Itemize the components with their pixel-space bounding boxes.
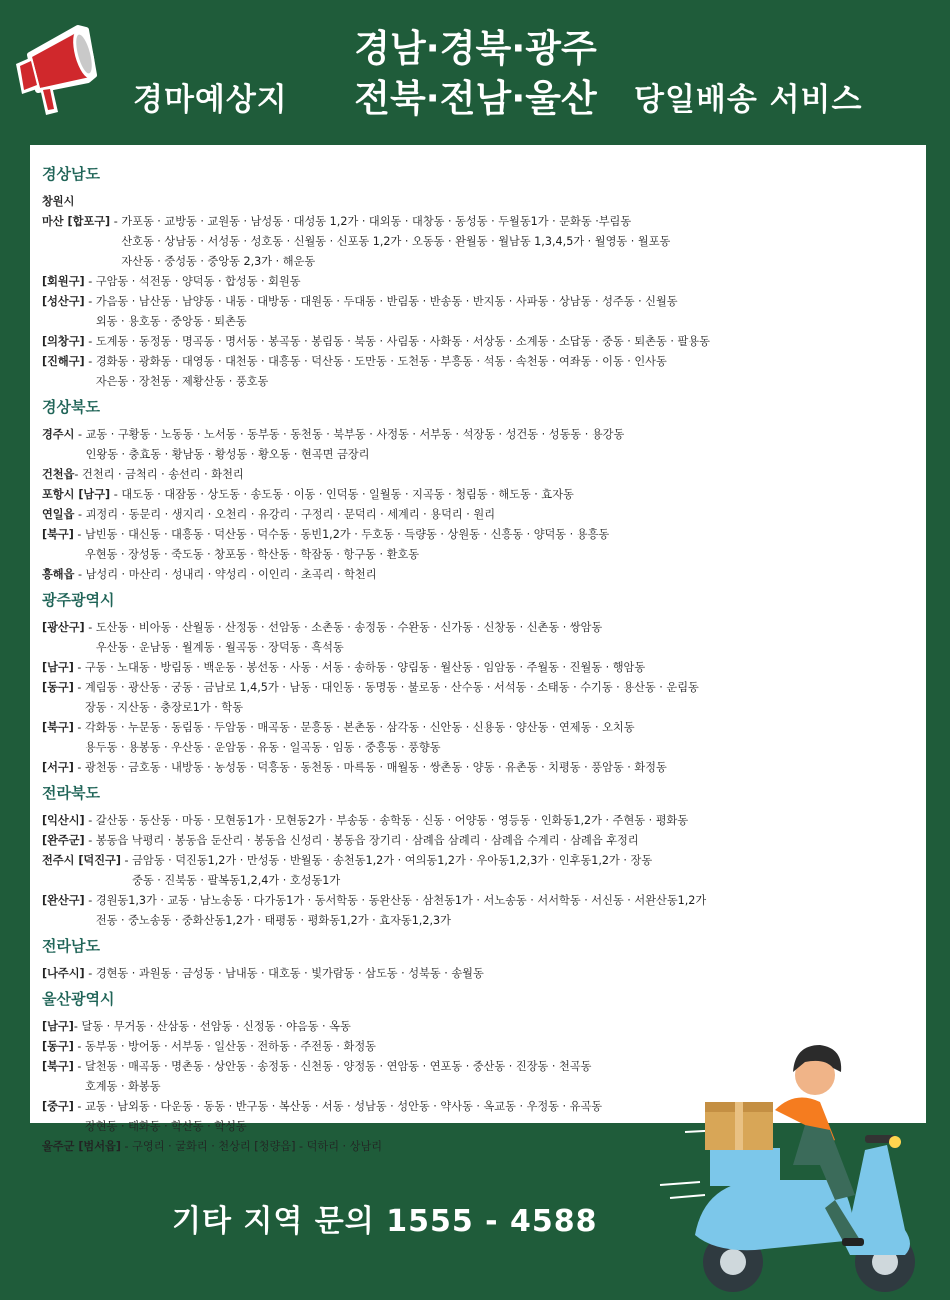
region-title: 광주광역시 [42,591,115,609]
region-title: 울산광역시 [42,990,115,1008]
area-label: 포항시 [남구] [42,488,111,501]
area-list: 달천동 · 매곡동 · 명촌동 · 상안동 · 송정동 · 신천동 · 양정동 · 연암동 · 연포동 · 중산동 · 진장동 · 천곡동 [85,1060,592,1073]
area-row: 마산 [합포구] - 가포동 · 교방동 · 교원동 · 남성동 · 대성동 1,2가 · 대외동 · 대창동 · 동성동 · 두월동1가 · 문화동 ·부림동 산호동 · 상남동 · 서성동 · 성호동 · 신월동 · 신포동 1,2가 · 오동동 · 완월동 · 월남동 1,3,4,5가 · 월영동 · 월포동 자산동 · 중성동 · 중앙동 2,3가 · 해운동 [42,212,914,272]
area-list: 경화동 · 광화동 · 대영동 · 대천동 · 대흥동 · 덕산동 · 도만동 · 도천동 · 부흥동 · 석동 · 속천동 · 여좌동 · 이동 · 인사동 [95,355,667,368]
area-label: [남구] [42,661,74,674]
area-row: 흥해읍 - 남성리 · 마산리 · 성내리 · 약성리 · 이인리 · 초곡리 · 학천리 [42,565,914,585]
delivery-area-panel [30,145,926,1153]
area-list: 인왕동 · 충효동 · 황남동 · 황성동 · 황오동 · 현곡면 금장리 [85,448,370,461]
area-label: [나주시] [42,967,85,980]
area-row: [서구] - 광천동 · 금호동 · 내방동 · 농성동 · 덕흥동 · 동천동 · 마륵동 · 매월동 · 쌍촌동 · 양동 · 유촌동 · 치평동 · 풍암동 · 화정동 [42,758,914,778]
area-list: 전동 · 중노송동 · 중화산동1,2가 · 태평동 · 평화동1,2가 · 효자동1,2,3가 [95,914,451,927]
area-list: 구암동 · 석전동 · 양덕동 · 합성동 · 회원동 [95,275,301,288]
area-row: [북구] - 남빈동 · 대신동 · 대흥동 · 덕산동 · 덕수동 · 동빈1,2가 · 두호동 · 득량동 · 상원동 · 신흥동 · 양덕동 · 용흥동 우현동 · 장성동 · 죽도동 · 창포동 · 학산동 · 학잠동 · 항구동 · 환호동 [42,525,914,565]
area-row: [광산구] - 도산동 · 비아동 · 산월동 · 산정동 · 선암동 · 소촌동 · 송정동 · 수완동 · 신가동 · 신창동 · 신촌동 · 쌍암동 우산동 · 운남동 · 월계동 · 월곡동 · 장덕동 · 흑석동 [42,618,914,658]
area-row: [회원구] - 구암동 · 석전동 · 양덕동 · 합성동 · 회원동 [42,272,914,292]
header-right-title: 당일배송 서비스 [634,82,863,118]
area-list: 달동 · 무거동 · 산삼동 · 선암동 · 신정동 · 야음동 · 옥동 [81,1020,351,1033]
area-label: 전주시 [덕진구] [42,854,121,867]
area-list: 건천리 · 금척리 · 송선리 · 화천리 [82,468,244,481]
header-regions-line2: 전북·전남·울산 [354,77,597,120]
area-list: 교동 · 남외동 · 다운동 · 동동 · 반구동 · 복산동 · 서동 · 성남동 · 성안동 · 약사동 · 옥교동 · 우정동 · 유곡동 [85,1100,603,1113]
area-label: [서구] [42,761,74,774]
area-row: [진해구] - 경화동 · 광화동 · 대영동 · 대천동 · 대흥동 · 덕산동 · 도만동 · 도천동 · 부흥동 · 석동 · 속천동 · 여좌동 · 이동 · 인사동 자은동 · 장천동 · 제황산동 · 풍호동 [42,352,914,392]
area-list: 봉동읍 낙평리 · 봉동읍 둔산리 · 봉동읍 신성리 · 봉동읍 장기리 · 삼례읍 삼례리 · 삼례읍 수계리 · 삼례읍 후정리 [95,834,639,847]
area-list: 교동 · 구황동 · 노동동 · 노서동 · 동부동 · 동천동 · 북부동 · 사정동 · 서부동 · 석장동 · 성건동 · 성동동 · 용강동 [85,428,625,441]
area-row: 전주시 [덕진구] - 금암동 · 덕진동1,2가 · 만성동 · 반월동 · 송천동1,2가 · 여의동1,2가 · 우아동1,2,3가 · 인후동1,2가 · 장동 중동 · 진북동 · 팔복동1,2,4가 · 호성동1가 [42,851,914,891]
area-label: [중구] [42,1100,74,1113]
area-label: [회원구] [42,275,85,288]
area-row: [북구] - 달천동 · 매곡동 · 명촌동 · 상안동 · 송정동 · 신천동 · 양정동 · 연암동 · 연포동 · 중산동 · 진장동 · 천곡동 호계동 · 화봉동 [42,1057,914,1097]
area-list: 금암동 · 덕진동1,2가 · 만성동 · 반월동 · 송천동1,2가 · 여의동1,2가 · 우아동1,2,3가 · 인후동1,2가 · 장동 [132,854,653,867]
area-row: 연일읍 - 괴정리 · 동문리 · 생지리 · 오천리 · 유강리 · 구정리 · 문덕리 · 세계리 · 용덕리 · 원리 [42,505,914,525]
area-list: 중동 · 진북동 · 팔복동1,2,4가 · 호성동1가 [132,874,341,887]
header-regions-line1: 경남·경북·광주 [354,27,597,70]
area-list: 자산동 · 중성동 · 중앙동 2,3가 · 해운동 [121,255,316,268]
area-list: 남빈동 · 대신동 · 대흥동 · 덕산동 · 덕수동 · 동빈1,2가 · 두호동 · 득량동 · 상원동 · 신흥동 · 양덕동 · 용흥동 [85,528,610,541]
area-label: [광산구] [42,621,85,634]
area-label: [동구] [42,681,74,694]
area-row: 건천읍 - 건천리 · 금척리 · 송선리 · 화천리 [42,465,914,485]
area-label: [북구] [42,1060,74,1073]
area-list: 우현동 · 장성동 · 죽도동 · 창포동 · 학산동 · 학잠동 · 항구동 · 환호동 [85,548,420,561]
area-row: [동구] - 계림동 · 광산동 · 궁동 · 금남로 1,4,5가 · 남동 · 대인동 · 동명동 · 불로동 · 산수동 · 서석동 · 소태동 · 수기동 · 용산동 · 운림동 장동 · 지산동 · 충장로1가 · 학동 [42,678,914,718]
area-label: 건천읍 [42,468,75,481]
area-list: 외동 · 용호동 · 중앙동 · 퇴촌동 [95,315,247,328]
area-label: 경주시 [42,428,75,441]
area-list: 호계동 · 화봉동 [85,1080,161,1093]
area-row: [남구] - 달동 · 무거동 · 산삼동 · 선암동 · 신정동 · 야음동 · 옥동 [42,1017,914,1037]
area-list: 구영리 · 굴화리 · 천상리 [청량읍] - 덕하리 · 상남리 [132,1140,383,1153]
area-list: 광천동 · 금호동 · 내방동 · 농성동 · 덕흥동 · 동천동 · 마륵동 · 매월동 · 쌍촌동 · 양동 · 유촌동 · 치평동 · 풍암동 · 화정동 [85,761,667,774]
delivery-scooter-icon [655,1030,950,1300]
region-title: 경상북도 [42,398,100,416]
area-label: [진해구] [42,355,85,368]
area-label: [완주군] [42,834,85,847]
area-list: 장현동 · 태화동 · 학산동 · 학성동 [85,1120,247,1133]
area-row: 울주군 [범서읍] - 구영리 · 굴화리 · 천상리 [청량읍] - 덕하리 · 상남리 [42,1137,914,1157]
area-label: [북구] [42,528,74,541]
area-label: [동구] [42,1040,74,1053]
region-title: 경상남도 [42,165,100,183]
area-list: 자은동 · 장천동 · 제황산동 · 풍호동 [95,375,269,388]
area-row: [익산시] - 갈산동 · 동산동 · 마동 · 모현동1가 · 모현동2가 · 부송동 · 송학동 · 신동 · 어양동 · 영등동 · 인화동1,2가 · 주현동 · 평화동 [42,811,914,831]
area-list: 가포동 · 교방동 · 교원동 · 남성동 · 대성동 1,2가 · 대외동 · 대창동 · 동성동 · 두월동1가 · 문화동 ·부림동 [121,215,632,228]
area-label: [북구] [42,721,74,734]
area-row: [중구] - 교동 · 남외동 · 다운동 · 동동 · 반구동 · 복산동 · 서동 · 성남동 · 성안동 · 약사동 · 옥교동 · 우정동 · 유곡동 장현동 · 태화동 · 학산동 · 학성동 [42,1097,914,1137]
area-list: 장동 · 지산동 · 충장로1가 · 학동 [85,701,244,714]
area-list: 가음동 · 남산동 · 남양동 · 내동 · 대방동 · 대원동 · 두대동 · 반림동 · 반송동 · 반지동 · 사파동 · 상남동 · 성주동 · 신월동 [95,295,678,308]
city-title: 창원시 [42,195,75,208]
area-label: [남구] [42,1020,74,1033]
area-list: 우산동 · 운남동 · 월계동 · 월곡동 · 장덕동 · 흑석동 [95,641,344,654]
area-list: 남성리 · 마산리 · 성내리 · 약성리 · 이인리 · 초곡리 · 학천리 [85,568,377,581]
area-row: [완산구] - 경원동1,3가 · 교동 · 남노송동 · 다가동1가 · 동서학동 · 동완산동 · 삼천동1가 · 서노송동 · 서서학동 · 서신동 · 서완산동1,2가 전동 · 중노송동 · 중화산동1,2가 · 태평동 · 평화동1,2가 · 효자동1,2,3가 [42,891,914,931]
area-label: 마산 [합포구] [42,215,111,228]
area-label: 울주군 [범서읍] [42,1140,121,1153]
area-row: [동구] - 동부동 · 방어동 · 서부동 · 일산동 · 전하동 · 주전동 · 화정동 [42,1037,914,1057]
area-list: 괴정리 · 동문리 · 생지리 · 오천리 · 유강리 · 구정리 · 문덕리 · 세계리 · 용덕리 · 원리 [85,508,496,521]
area-label: [완산구] [42,894,85,907]
area-row: 포항시 [남구] - 대도동 · 대잠동 · 상도동 · 송도동 · 이동 · 인덕동 · 일월동 · 지곡동 · 청림동 · 해도동 · 효자동 [42,485,914,505]
area-label: [익산시] [42,814,85,827]
area-list: 용두동 · 용봉동 · 우산동 · 운암동 · 유동 · 일곡동 · 임동 · 중흥동 · 풍향동 [85,741,441,754]
area-row: [성산구] - 가음동 · 남산동 · 남양동 · 내동 · 대방동 · 대원동 · 두대동 · 반림동 · 반송동 · 반지동 · 사파동 · 상남동 · 성주동 · 신월동 외동 · 용호동 · 중앙동 · 퇴촌동 [42,292,914,332]
area-row: [의창구] - 도계동 · 동정동 · 명곡동 · 명서동 · 봉곡동 · 봉림동 · 북동 · 사림동 · 사화동 · 서상동 · 소계동 · 소답동 · 중동 · 퇴촌동 · 팔용동 [42,332,914,352]
header [0,0,950,140]
area-row: [나주시] - 경현동 · 과원동 · 금성동 · 남내동 · 대호동 · 빛가람동 · 삼도동 · 성북동 · 송월동 [42,964,914,984]
area-row: [완주군] - 봉동읍 낙평리 · 봉동읍 둔산리 · 봉동읍 신성리 · 봉동읍 장기리 · 삼례읍 삼례리 · 삼례읍 수계리 · 삼례읍 후정리 [42,831,914,851]
area-list: 도산동 · 비아동 · 산월동 · 산정동 · 선암동 · 소촌동 · 송정동 · 수완동 · 신가동 · 신창동 · 신촌동 · 쌍암동 [95,621,603,634]
area-row: [남구] - 구동 · 노대동 · 방림동 · 백운동 · 봉선동 · 사동 · 서동 · 송하동 · 양림동 · 월산동 · 임암동 · 주월동 · 진월동 · 행암동 [42,658,914,678]
area-list: 동부동 · 방어동 · 서부동 · 일산동 · 전하동 · 주전동 · 화정동 [85,1040,376,1053]
area-list: 계림동 · 광산동 · 궁동 · 금남로 1,4,5가 · 남동 · 대인동 · 동명동 · 불로동 · 산수동 · 서석동 · 소태동 · 수기동 · 용산동 · 운림동 [85,681,699,694]
area-label: [성산구] [42,295,85,308]
area-row: 경주시 - 교동 · 구황동 · 노동동 · 노서동 · 동부동 · 동천동 · 북부동 · 사정동 · 서부동 · 석장동 · 성건동 · 성동동 · 용강동 인왕동 · 충효동 · 황남동 · 황성동 · 황오동 · 현곡면 금장리 [42,425,914,465]
area-label: 연일읍 [42,508,75,521]
area-label: [의창구] [42,335,85,348]
megaphone-icon [8,20,108,125]
region-title: 전라남도 [42,937,100,955]
area-list: 각화동 · 누문동 · 동림동 · 두암동 · 매곡동 · 문흥동 · 본촌동 · 삼각동 · 신안동 · 신용동 · 양산동 · 연제동 · 오치동 [85,721,635,734]
area-row: [북구] - 각화동 · 누문동 · 동림동 · 두암동 · 매곡동 · 문흥동 · 본촌동 · 삼각동 · 신안동 · 신용동 · 양산동 · 연제동 · 오치동 용두동 · 용봉동 · 우산동 · 운암동 · 유동 · 일곡동 · 임동 · 중흥동 · 풍향동 [42,718,914,758]
area-list: 경원동1,3가 · 교동 · 남노송동 · 다가동1가 · 동서학동 · 동완산동 · 삼천동1가 · 서노송동 · 서서학동 · 서신동 · 서완산동1,2가 [95,894,707,907]
area-label: 흥해읍 [42,568,75,581]
area-list: 갈산동 · 동산동 · 마동 · 모현동1가 · 모현동2가 · 부송동 · 송학동 · 신동 · 어양동 · 영등동 · 인화동1,2가 · 주현동 · 평화동 [95,814,689,827]
area-list: 대도동 · 대잠동 · 상도동 · 송도동 · 이동 · 인덕동 · 일월동 · 지곡동 · 청림동 · 해도동 · 효자동 [121,488,574,501]
area-list: 경현동 · 과원동 · 금성동 · 남내동 · 대호동 · 빛가람동 · 삼도동 · 성북동 · 송월동 [95,967,484,980]
area-list: 산호동 · 상남동 · 서성동 · 성호동 · 신월동 · 신포동 1,2가 · 오동동 · 완월동 · 월남동 1,3,4,5가 · 월영동 · 월포동 [121,235,671,248]
header-left-title: 경마예상지 [133,82,288,118]
area-list: 도계동 · 동정동 · 명곡동 · 명서동 · 봉곡동 · 봉림동 · 북동 · 사림동 · 사화동 · 서상동 · 소계동 · 소답동 · 중동 · 퇴촌동 · 팔용동 [95,335,710,348]
region-title: 전라북도 [42,784,100,802]
area-list: 구동 · 노대동 · 방림동 · 백운동 · 봉선동 · 사동 · 서동 · 송하동 · 양림동 · 월산동 · 임암동 · 주월동 · 진월동 · 행암동 [85,661,646,674]
contact-phone: 기타 지역 문의 1555 - 4588 [172,1204,598,1239]
